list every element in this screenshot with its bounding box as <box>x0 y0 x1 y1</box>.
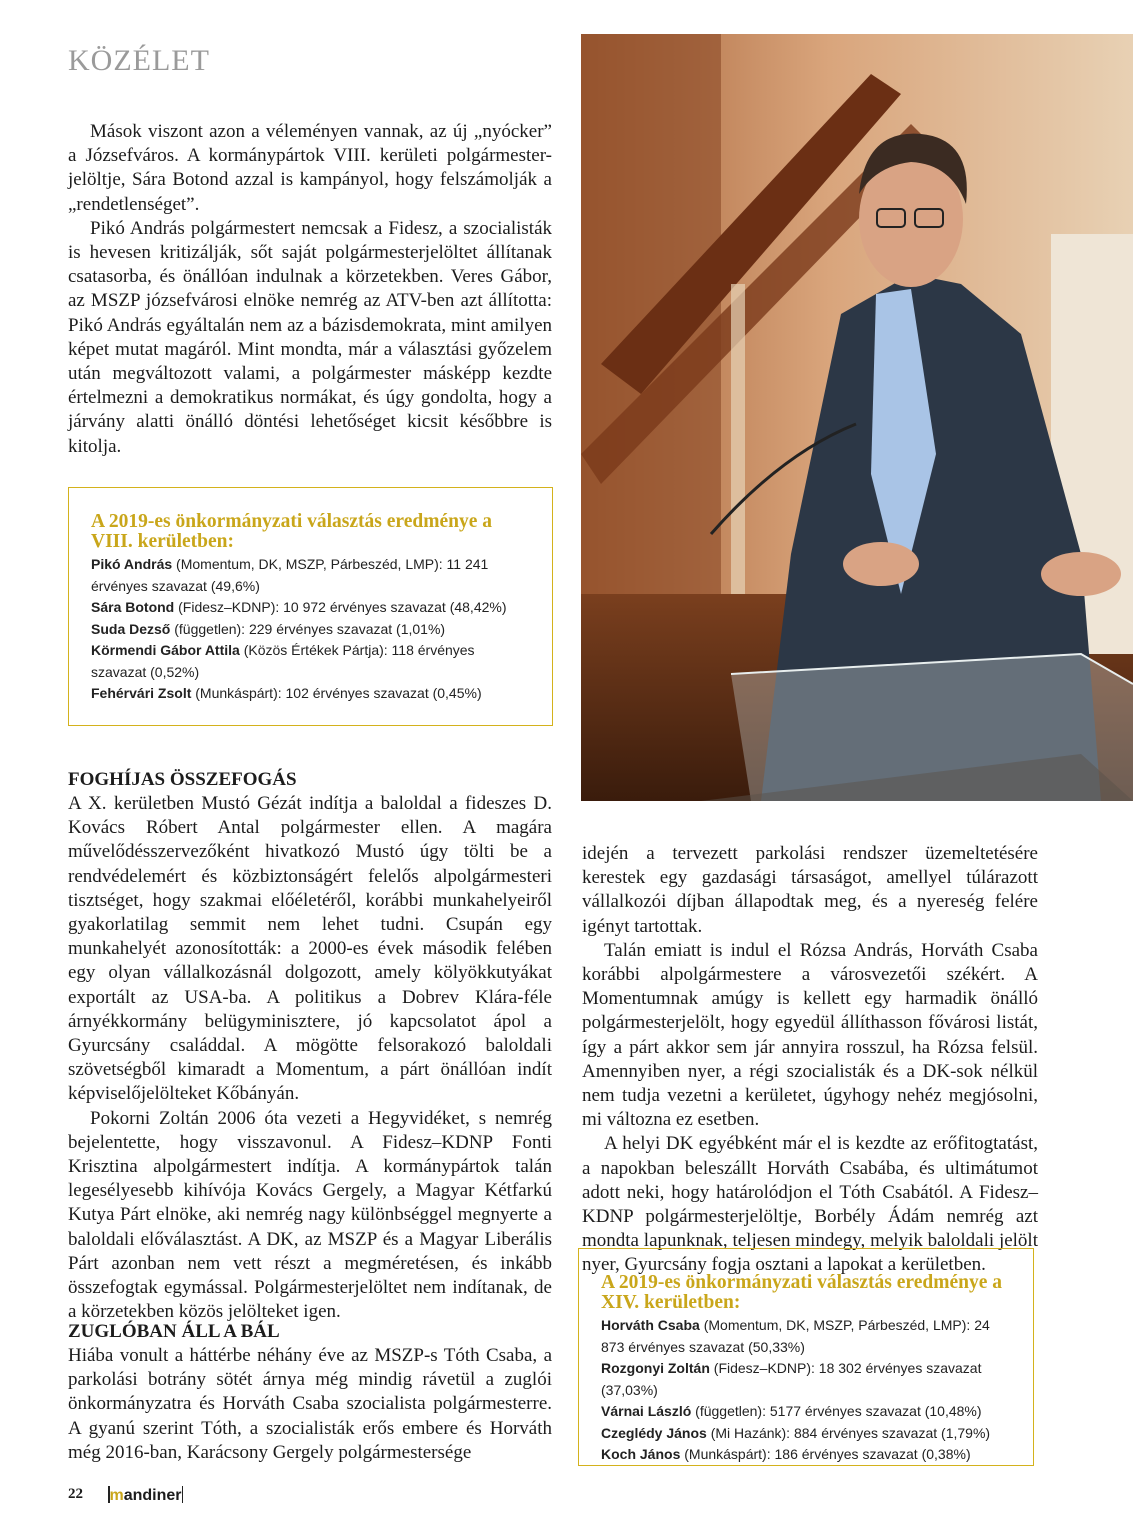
results-box-viii <box>68 487 553 726</box>
article-continuation <box>582 842 1038 1278</box>
result-row: Czeglédy János (Mi Hazánk): 884 érvényes szavazat (1,79%) <box>601 1424 991 1441</box>
result-row: Pikó András (Momentum, DK, MSZP, Párbeszéd, LMP): 11 241 érvényes szavazat (49,6%) <box>91 556 489 594</box>
politician-photo <box>581 34 1133 801</box>
paragraph: Hiába vonult a háttérbe néhány éve az MSZP-s Tóth Csaba, a parkolási botrány sötét árnya még mindig rávetül a zuglói önkormányzatra és Horváth Csaba szocialista polgármesterre. A gyanú szerint Tóth, a szocialisták erős embere és Horváth még 2016-ban, Karácsony Gergely polgármestersége <box>68 1345 552 1463</box>
section-label: KÖZÉLET <box>68 44 210 77</box>
magazine-logo: mandiner <box>109 1487 182 1504</box>
paragraph: A helyi DK egyébként már el is kezdte az erőfitogtatást, a napokban beleszállt Horváth Csabába, és ultimátumot adott neki, hogy határolódjon el Tóth Csabától. A Fidesz–KDNP polgármesterjelöltje, Borbély Ádám nemrég azt mondta lapunknak, teljesen mindegy, melyik baloldali jelölt nyer, Gyurcsány fogja osztani a lapokat a kerületben. <box>582 1133 1038 1276</box>
result-row: Horváth Csaba (Momentum, DK, MSZP, Párbeszéd, LMP): 24 873 érvényes szavazat (50,33%) <box>601 1317 990 1355</box>
paragraph: Pokorni Zoltán 2006 óta vezeti a Hegyvidéket, s nemrég bejelentette, hogy visszavonul. A Fidesz–KDNP Fonti Krisztina alpolgármestert indítja. A kormánypártok talán legesélyesebb kihívója Kovács Gergely, a Magyar Kétfarkú Kutya Párt elnöke, aki nemrég nagy különbséggel megnyerte a baloldali előválasztást. A DK, az MSZP és a Magyar Liberális Párt azonban nem vett részt a megméretésen, és inkább összefogtak egymással. Polgármesterjelöltet nem indítanak, de a körzetekben közös jelölteket igen. <box>68 1107 552 1323</box>
box-title: A 2019-es önkormányzati választás eredménye a XIV. kerületben: <box>601 1272 1002 1313</box>
photo-illustration <box>581 34 1133 801</box>
result-row: Körmendi Gábor Attila (Közös Értékek Pártja): 118 érvényes szavazat (0,52%) <box>91 642 475 680</box>
result-row: Rozgonyi Zoltán (Fidesz–KDNP): 18 302 érvényes szavazat (37,03%) <box>601 1360 982 1398</box>
result-row: Suda Dezső (független): 229 érvényes szavazat (1,01%) <box>91 620 446 637</box>
paragraph: Talán emiatt is indul el Rózsa András, Horváth Csaba korábbi alpolgármestere a városvezetői székért. A Momentumnak amúgy is kellett egy harmadik önálló polgármesterjelölt, hogy egyedül állíthasson fővárosi listát, így a párt akkor sem jár annyira rosszul, ha Rózsa felsül. Amennyiben nyer, a régi szocialisták és a DK-sok nélkül nem tudja vezetni a kerületet, úgyhogy nehéz megjósolni, mi változna ez esetben. <box>582 939 1038 1131</box>
article-section <box>68 792 552 1324</box>
results-box-xiv <box>578 1248 1034 1466</box>
paragraph: Pikó András polgármestert nemcsak a Fidesz, a szocialisták is hevesen kritizálják, sőt saját polgármesterjelöltet állítanak csatasorba, és önállóan indulnak a körzetekben. Veres Gábor, az MSZP józsefvárosi elnöke nemrég az ATV-ben azt állította: Pikó András egyáltalán nem az a bázisdemokrata, mint amilyen képet mutat magáról. Mint mondta, már a választási győzelem után megváltozott valami, a polgármester másképp kezdte értelmezni a demokratikus normákat, és úgy gondolta, hogy a járvány alatti önálló döntési lehetőséget kicsit későbbre is kitolja. <box>68 217 552 457</box>
section-heading: ZUGLÓBAN ÁLL A BÁL <box>68 1321 280 1342</box>
result-row: Koch János (Munkáspárt): 186 érvényes szavazat (0,38%) <box>601 1446 971 1462</box>
box-title: A 2019-es önkormányzati választás eredménye a VIII. kerületben: <box>91 511 492 552</box>
page-number: 22 <box>68 1486 83 1502</box>
paragraph: Mások viszont azon a véleményen vannak, az új „nyócker” a Józsefváros. A kormánypártok VIII. kerületi polgármester-jelöltje, Sára Botond azzal is kampányol, hogy felszámolják a „rendetlenséget”. <box>68 121 552 215</box>
section-heading: FOGHÍJAS ÖSSZEFOGÁS <box>68 769 297 790</box>
paragraph: idején a tervezett parkolási rendszer üzemeltetésére kerestek egy gazdasági társaságot, amellyel túlárazott vállalkozói díjban állapodtak meg, és a nyereség felére igényt tartottak. <box>582 843 1038 937</box>
result-row: Sára Botond (Fidesz–KDNP): 10 972 érvényes szavazat (48,42%) <box>91 599 507 615</box>
paragraph: A X. kerületben Mustó Gézát indítja a baloldal a fideszes D. Kovács Róbert Antal polgármester ellen. A magára művelődésszervezőként hivatkozó Mustó úgy tölti be a rendvédelemért és közbiztonságért felelős alpolgármesteri tisztséget, hogy szakmai előéletéről, korábbi munkahelyeiről gyakorlatilag semmit nem lehet tudni. Csupán egy munkahelyét azonosították: a 2000-es évek második felében egy olyan vállalkozásnál dolgozott, amely kölyökkutyákat exportált az USA-ba. A politikus a Dobrev Klára-féle árnyékkormány belügyminisztere, jó kapcsolatot ápol a Gyurcsány családdal. A mögötte felsorakozó baloldali szövetségből kimaradt a Momentum, a párt önállóan indít képviselőjelölteket Kőbányán. <box>68 793 552 1105</box>
article-intro <box>68 120 552 459</box>
article-section <box>68 1344 552 1465</box>
result-row: Várnai László (független): 5177 érvényes szavazat (10,48%) <box>601 1403 982 1419</box>
result-row: Fehérvári Zsolt (Munkáspárt): 102 érvényes szavazat (0,45%) <box>91 685 482 701</box>
